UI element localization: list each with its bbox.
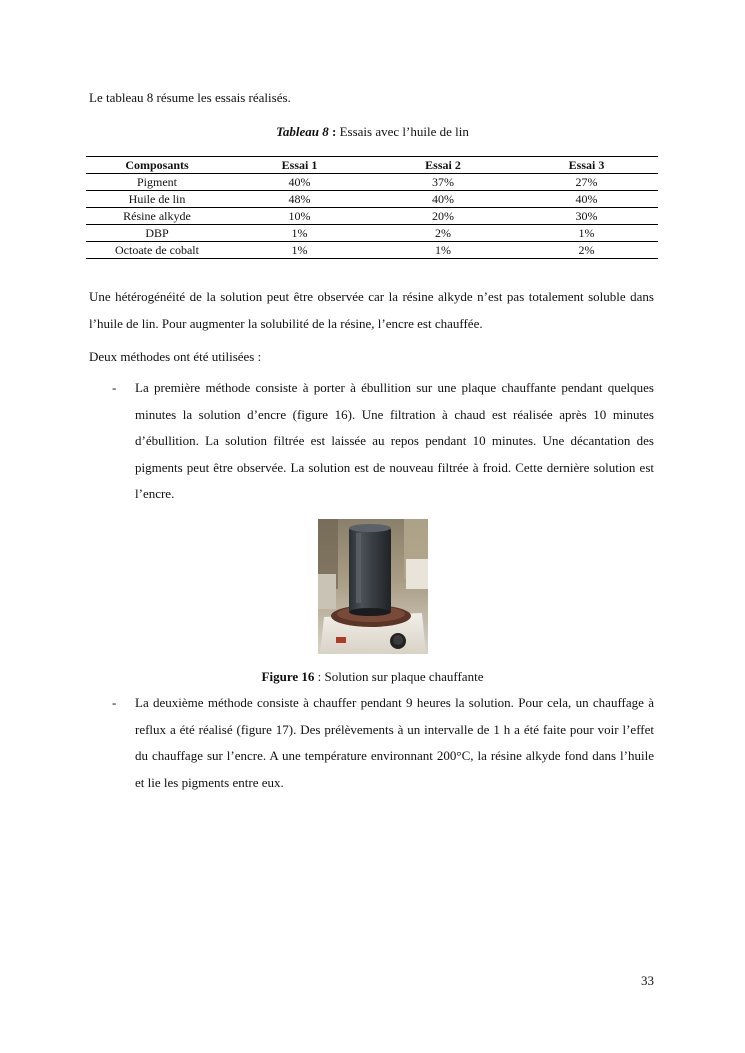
table-row (86, 208, 658, 225)
method-2-text: La deuxième méthode consiste à chauffer pendant 9 heures la solution. Pour cela, un chauffage à reflux a été réalisé (figure 17). Des prélèvements à un intervalle de 1 h a été faite pour voir l’effet du chauffage sur l’encre. A une température environnant 200°C, la résine alkyde fond dans l’huile et lie les pigments entre eux. (135, 695, 654, 790)
figure-caption (0, 669, 745, 685)
table-cell: 20% (371, 208, 515, 225)
table-cell: 40% (228, 174, 371, 191)
page-number: 33 (641, 973, 654, 988)
table-cell: 40% (515, 191, 658, 208)
hotplate-photo-image (318, 519, 428, 654)
table-row (86, 225, 658, 242)
table-cell: DBP (86, 225, 228, 242)
method-1-text: La première méthode consiste à porter à ébullition sur une plaque chauffante pendant quelques minutes la solution d’encre (figure 16). Une filtration à chaud est réalisée après 10 minutes d’ébullition. La solution filtrée est laissée au repos pendant 10 minutes. Une décantation des pigments peut être observée. La solution est de nouveau filtrée à froid. Cette dernière solution est l’encre. (135, 380, 654, 501)
table-cell: 1% (228, 242, 371, 259)
table-cell: 1% (228, 225, 371, 242)
table-cell: Huile de lin (86, 191, 228, 208)
table-caption-text: Essais avec l’huile de lin (336, 124, 469, 139)
table-cell: 10% (228, 208, 371, 225)
table-cell: 27% (515, 174, 658, 191)
table-header-row (86, 157, 658, 174)
hotplate-photo (318, 519, 428, 654)
table-cell: Résine alkyde (86, 208, 228, 225)
table-cell: 2% (371, 225, 515, 242)
table-row (86, 191, 658, 208)
table-cell: 37% (371, 174, 515, 191)
table-row (86, 174, 658, 191)
table-row (86, 242, 658, 259)
table-cell: Octoate de cobalt (86, 242, 228, 259)
header-essai-2: Essai 2 (371, 157, 515, 174)
table-cell: 1% (371, 242, 515, 259)
table-cell: Pigment (86, 174, 228, 191)
intro-sentence: Le tableau 8 résume les essais réalisés. (89, 90, 291, 105)
bullet-dash: - (112, 380, 117, 395)
figure-caption-label: Figure 16 (261, 669, 315, 684)
table-cell: 40% (371, 191, 515, 208)
table-caption-label: Tableau 8 (276, 124, 329, 139)
header-essai-3: Essai 3 (515, 157, 658, 174)
table-cell: 48% (228, 191, 371, 208)
table-cell: 30% (515, 208, 658, 225)
bullet-dash: - (112, 695, 117, 710)
table-cell: 1% (515, 225, 658, 242)
trials-table (86, 156, 658, 259)
heterogeneity-paragraph: Une hétérogénéité de la solution peut être observée car la résine alkyde n’est pas totalement soluble dans l’huile de lin. Pour augmenter la solubilité de la résine, l’encre est chauffée. (89, 289, 654, 331)
table-cell: 2% (515, 242, 658, 259)
header-composants: Composants (86, 157, 228, 174)
table-caption-colon: : (328, 124, 337, 139)
methods-intro: Deux méthodes ont été utilisées : (89, 349, 262, 364)
table-caption (0, 124, 745, 140)
header-essai-1: Essai 1 (228, 157, 371, 174)
figure-caption-text: : Solution sur plaque chauffante (314, 669, 484, 684)
